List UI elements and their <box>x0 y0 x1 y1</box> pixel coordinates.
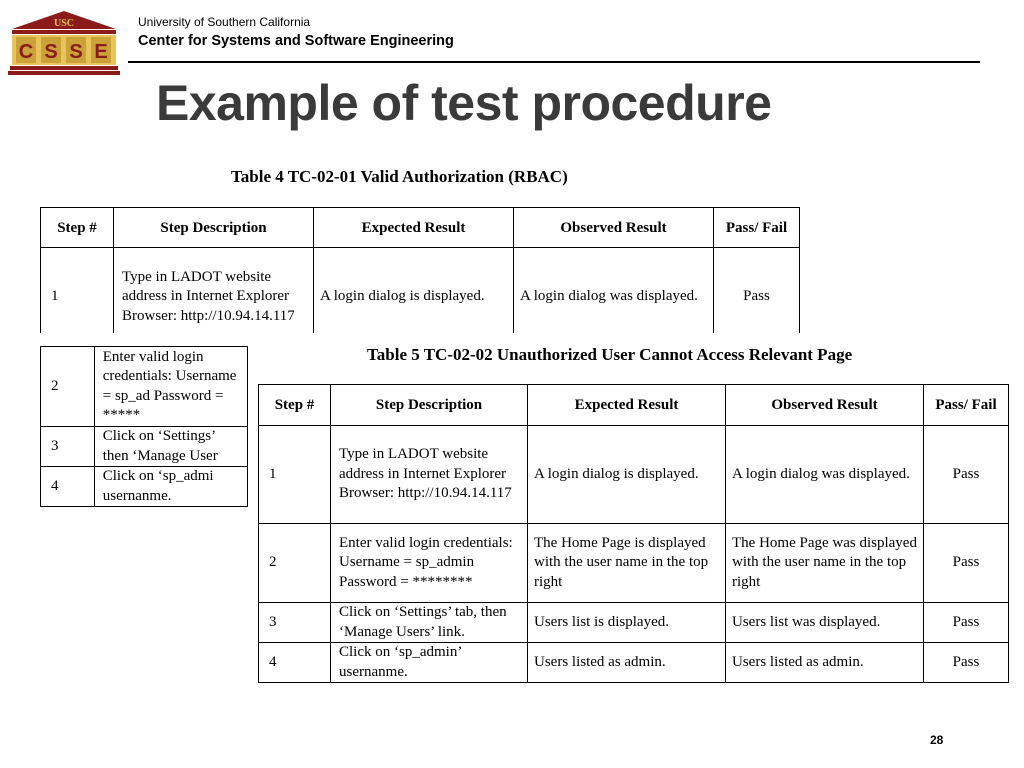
slide-title: Example of test procedure <box>156 75 772 131</box>
table5-caption: Table 5 TC-02-02 Unauthorized User Cannot Access Relevant Page <box>367 345 853 364</box>
table4-continued <box>40 346 248 507</box>
table5-row2-step: 2 <box>259 524 331 603</box>
table5-header-desc: Step Description <box>331 385 528 426</box>
table4-row1-desc: Type in LADOT website address in Internet Explorer Browser: http://10.94.14.117 <box>114 248 314 334</box>
table4-header-desc: Step Description <box>114 208 314 248</box>
table4-row4-desc: Click on ‘sp_admi usernanme. <box>94 467 247 507</box>
table5-row1-observed: A login dialog was displayed. <box>726 426 924 524</box>
table4-row4-step: 4 <box>41 467 95 507</box>
table5-row3-desc: Click on ‘Settings’ tab, then ‘Manage Users’ link. <box>331 603 528 643</box>
table5-header-passfail: Pass/ Fail <box>924 385 1009 426</box>
table5-row3-observed: Users list was displayed. <box>726 603 924 643</box>
table5-row1-desc: Type in LADOT website address in Internet Explorer Browser: http://10.94.14.117 <box>331 426 528 524</box>
table4-row2-desc: Enter valid login credentials: Username = sp_ad Password = ***** <box>94 347 247 427</box>
table4-caption: Table 4 TC-02-01 Valid Authorization (RBAC) <box>231 167 568 186</box>
table-row <box>41 347 248 427</box>
table5-row2-result: Pass <box>924 524 1009 603</box>
table5-row4-desc: Click on ‘sp_admin’ usernanme. <box>331 643 528 683</box>
table4-row1-result: Pass <box>714 248 800 334</box>
logo-letter: E <box>94 41 108 63</box>
table5-header-observed: Observed Result <box>726 385 924 426</box>
table5-header-expected: Expected Result <box>528 385 726 426</box>
table5-row4-expected: Users listed as admin. <box>528 643 726 683</box>
table5-row4-result: Pass <box>924 643 1009 683</box>
table4-header-passfail: Pass/ Fail <box>714 208 800 248</box>
table5-row3-expected: Users list is displayed. <box>528 603 726 643</box>
table4-row3-desc: Click on ‘Settings’ then ‘Manage User <box>94 427 247 467</box>
center-name: Center for Systems and Software Engineering <box>138 33 454 49</box>
logo-letter: S <box>69 41 83 63</box>
table4-header-observed: Observed Result <box>514 208 714 248</box>
table4-row2-step: 2 <box>41 347 95 427</box>
table5-header-step: Step # <box>259 385 331 426</box>
table-row <box>259 643 1009 683</box>
table5-row3-result: Pass <box>924 603 1009 643</box>
table-row <box>259 524 1009 603</box>
table4-header-expected: Expected Result <box>314 208 514 248</box>
table-row <box>41 427 248 467</box>
table4-row3-step: 3 <box>41 427 95 467</box>
table5-row4-step: 4 <box>259 643 331 683</box>
table-row <box>259 426 1009 524</box>
table4-row1-expected: A login dialog is displayed. <box>314 248 514 334</box>
table5-row2-desc: Enter valid login credentials: Username = sp_admin Password = ******** <box>331 524 528 603</box>
table5 <box>258 384 1009 683</box>
table5-row1-step: 1 <box>259 426 331 524</box>
table5-row3-step: 3 <box>259 603 331 643</box>
university-name: University of Southern California <box>138 15 311 29</box>
table5-row4-observed: Users listed as admin. <box>726 643 924 683</box>
table5-row2-expected: The Home Page is displayed with the user name in the top right <box>528 524 726 603</box>
logo-usc-text: USC <box>53 18 75 29</box>
table-row <box>41 467 248 507</box>
table5-row1-result: Pass <box>924 426 1009 524</box>
logo-letter: S <box>44 41 58 63</box>
table4-row1-step: 1 <box>41 248 114 334</box>
table-row <box>259 603 1009 643</box>
table4-lower <box>0 0 248 768</box>
table4-row1-observed: A login dialog was displayed. <box>514 248 714 334</box>
table4-header-step: Step # <box>41 208 114 248</box>
table5-row2-observed: The Home Page was displayed with the user name in the top right <box>726 524 924 603</box>
page-number: 28 <box>930 733 944 747</box>
table5-row1-expected: A login dialog is displayed. <box>528 426 726 524</box>
logo-letter: C <box>18 41 34 63</box>
